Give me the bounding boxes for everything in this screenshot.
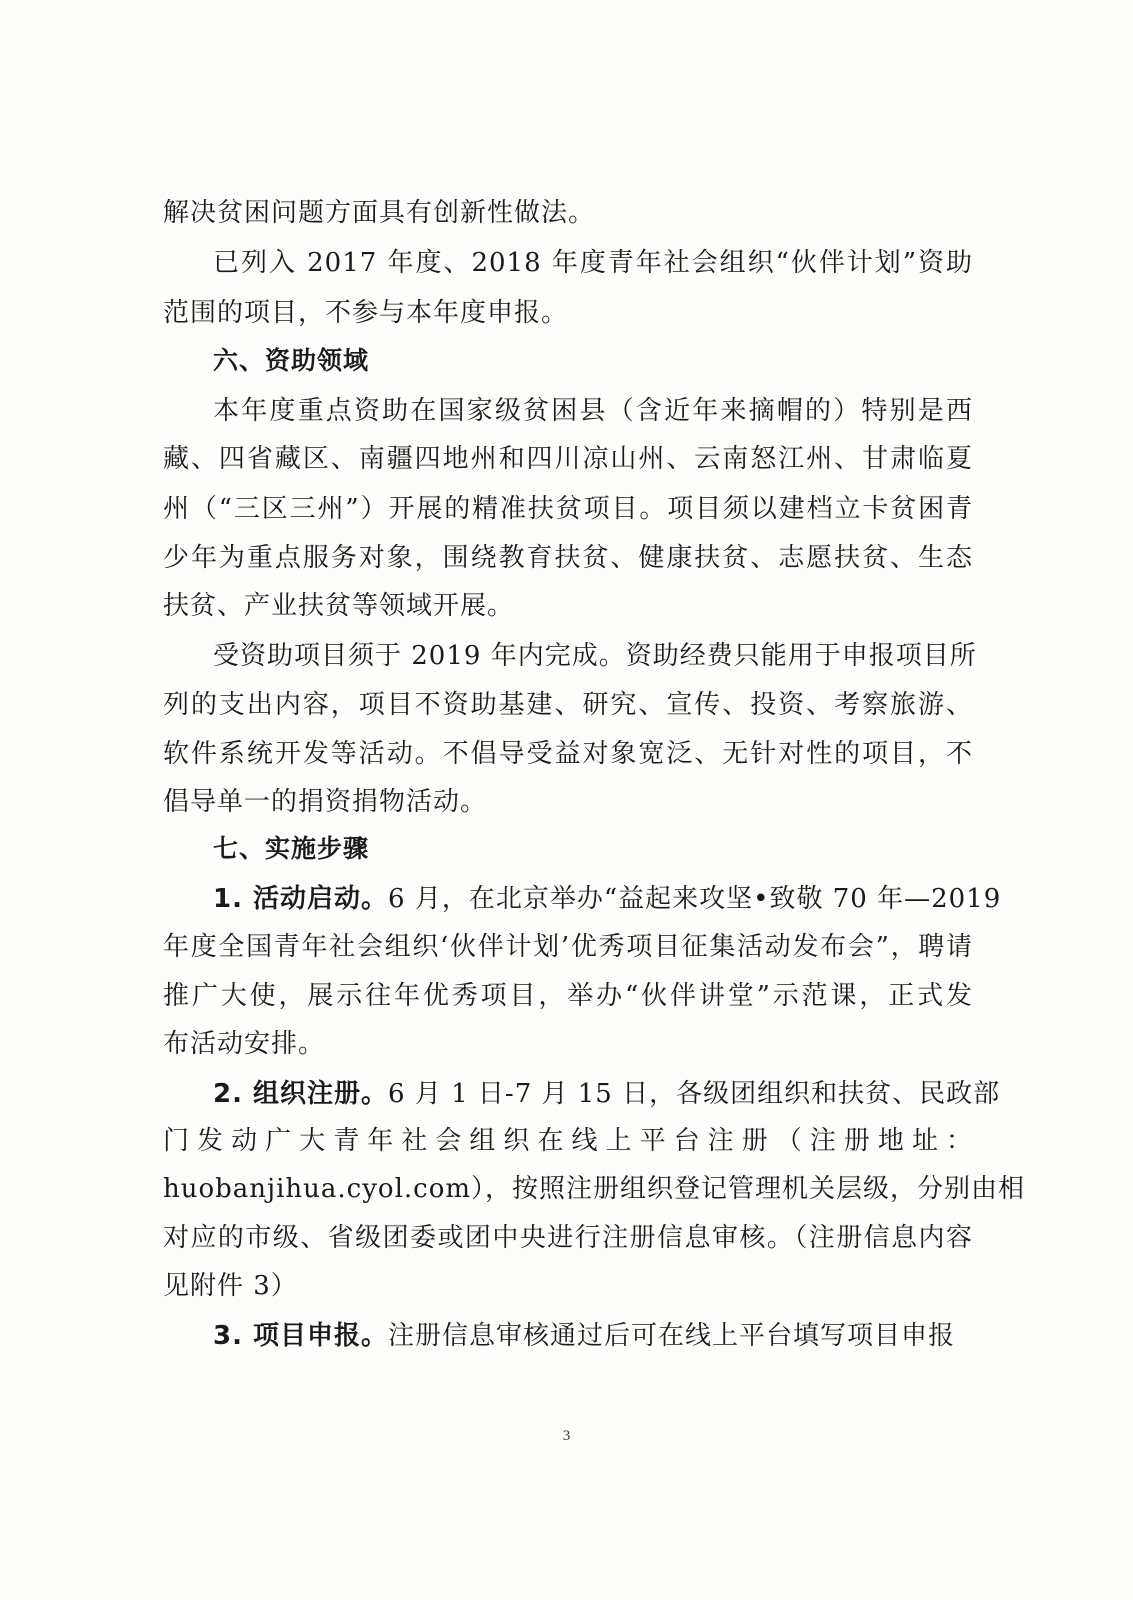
body-line: 已列入 2017 年度、2018 年度青年社会组织“伙伴计划”资助: [213, 248, 973, 278]
body-line: 受资助项目须于 2019 年内完成。资助经费只能用于申报项目所: [213, 641, 977, 671]
page-number: 3: [562, 1428, 571, 1444]
step-2-text: 6 月 1 日-7 月 15 日，各级团组织和扶贫、民政部: [388, 1079, 1001, 1109]
step-2-line: [213, 1071, 1001, 1117]
body-line: 倡导单一的捐资捐物活动。: [163, 787, 488, 817]
step-3-lead: 3. 项目申报。: [213, 1321, 389, 1351]
step-1-line: [213, 876, 1002, 922]
body-line: 扶贫、产业扶贫等领域开展。: [163, 591, 515, 621]
body-line: 年度全国青年社会组织‘伙伴计划’优秀项目征集活动发布会”，聘请: [163, 932, 973, 962]
step-1-text-cont: “益起来攻坚•致敬 70 年—2019: [603, 884, 1002, 914]
step-3-line: [213, 1313, 973, 1359]
step-2-lead: 2. 组织注册。: [213, 1079, 389, 1109]
step-1-lead: 1. 活动启动。: [213, 884, 389, 914]
body-line: 范围的项目，不参与本年度申报。: [163, 298, 569, 328]
body-line: 少年为重点服务对象，围绕教育扶贫、健康扶贫、志愿扶贫、生态: [163, 543, 973, 573]
section-heading-six: 六、资助领域: [213, 346, 370, 375]
body-line: 软件系统开发等活动。不倡导受益对象宽泛、无针对性的项目，不: [163, 739, 973, 769]
section-heading-seven: 七、实施步骤: [213, 834, 370, 863]
body-line: 见附件 3）: [163, 1271, 298, 1301]
body-line: 州（“三区三州”）开展的精准扶贫项目。项目须以建档立卡贫困青: [163, 494, 973, 524]
body-line: 解决贫困问题方面具有创新性做法。: [163, 198, 596, 228]
step-1-text: 6 月，在北京举办: [388, 884, 604, 914]
body-line: 对应的市级、省级团委或团中央进行注册信息审核。（注册信息内容: [163, 1223, 973, 1253]
body-line: huobanjihua.cyol.com），按照注册组织登记管理机关层级，分别由相: [163, 1174, 1026, 1204]
body-line: 布活动安排。: [163, 1029, 326, 1059]
body-line: 列的支出内容，项目不资助基建、研究、宣传、投资、考察旅游、: [163, 690, 973, 720]
body-line: 推广大使，展示往年优秀项目，举办“伙伴讲堂”示范课，正式发: [163, 981, 973, 1011]
body-line: 门发动广大青年社会组织在线上平台注册（注册地址：: [163, 1126, 973, 1156]
step-3-text: 注册信息审核通过后可在线上平台填写项目申报: [388, 1321, 956, 1351]
body-line: 本年度重点资助在国家级贫困县（含近年来摘帽的）特别是西: [213, 396, 973, 426]
body-line: 藏、四省藏区、南疆四地州和四川凉山州、云南怒江州、甘肃临夏: [163, 444, 973, 474]
